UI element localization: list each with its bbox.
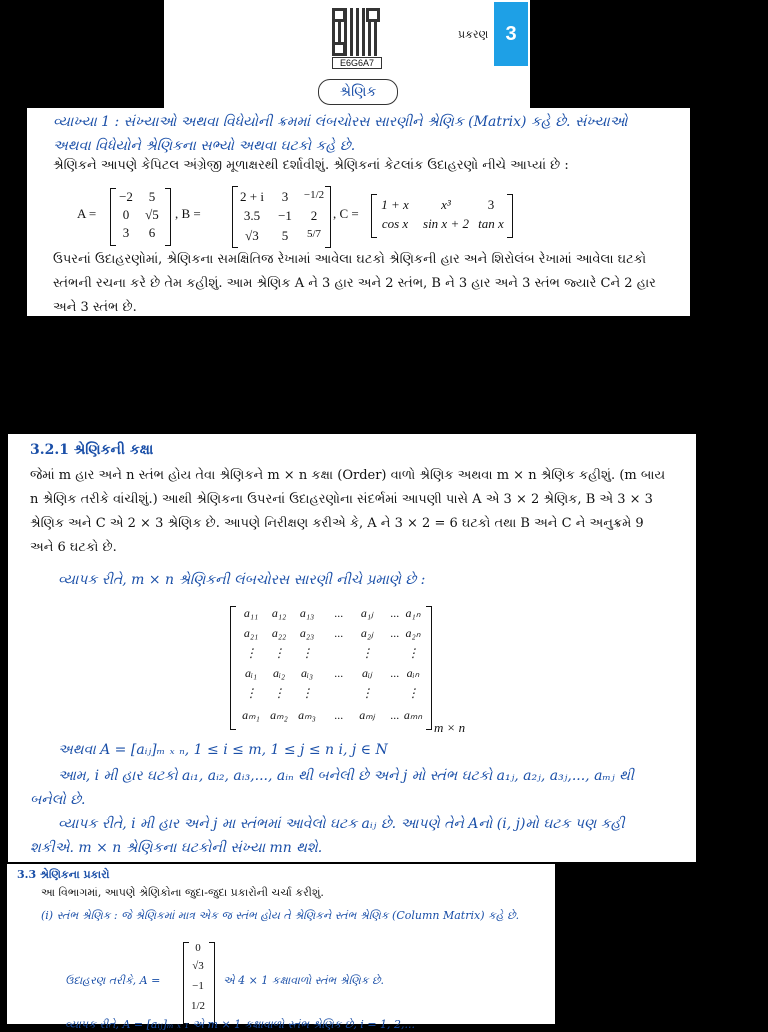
column-matrix-cell: √3 [192,960,204,972]
general-matrix [230,604,490,734]
column-matrix-cell: 0 [195,942,201,954]
matrix-c-cell: tan x [478,216,504,231]
matrix-b-cell: √3 [245,228,259,243]
section3-panel [7,864,555,1031]
section1-panel [27,108,690,316]
general-matrix-order: m × n [434,720,466,735]
general-matrix-cell: aₘ₁ [242,708,260,722]
matrix-a-cell: −2 [119,189,133,204]
section2-panel [8,434,696,862]
general-matrix-cell: ⋮ [245,646,257,660]
general-matrix-cell: ⋮ [301,646,313,660]
general-matrix-cell: ... [390,708,400,722]
general-matrix-cell: a₁ₙ [405,606,421,620]
element-description: વ્યાપક રીતે, i મી હાર અને j મા સ્તંભમાં આવેલો ઘટક aᵢⱼ છે. આપણે તેને Aનો (i, j)મો ઘટક પણ કહી શકીએ. m × n શ્રેણિકના ઘટકોની સંખ્યા mn થશે. [30,816,625,856]
chapter-title: શ્રેણિક [318,79,398,105]
general-matrix-cell: ⋮ [407,646,419,660]
matrix-c-cell: cos x [381,216,409,231]
matrix-intro: શ્રેણિકને આપણે કેપિટલ અંગ્રેજી મૂળાક્ષરથી દર્શાવીશું. શ્રેણિકનાં કેટલાંક ઉદાહરણો નીચે આપ્યાં છે : [53,158,569,173]
general-form-intro: વ્યાપક રીતે, m × n શ્રેણિકની લંબચોરસ સારણી નીચે પ્રમાણે છે : [58,572,426,588]
types-intro: આ વિભાગમાં, આપણે શ્રેણિકોના જુદા-જુદા પ્રકારોની ચર્ચા કરીશું. [41,886,324,899]
row-column-description: આમ, i મી હાર ઘટકો aᵢ₁, aᵢ₂, aᵢ₃,..., aᵢₙ થી બનેલી છે અને j મો સ્તંભ ઘટકો a₁ⱼ, a₂ⱼ, a₃ⱼ,..., aₘⱼ થી બનેલો છે. [30,768,634,808]
general-matrix-cell: ... [334,708,344,722]
general-matrix-cell: aᵢ₃ [300,666,314,680]
general-matrix-cell: aᵢₙ [406,666,420,680]
general-matrix-cell: ... [390,626,400,640]
chapter-number: 3 [505,22,517,45]
matrix-c-cell: 1 + x [381,197,409,212]
general-matrix-cell: a₂₃ [299,626,315,640]
qr-code-label: E6G6A7 [332,57,382,69]
general-matrix-cell: ⋮ [273,686,285,700]
matrix-c-name: , C = [333,206,359,221]
general-matrix-cell: aₘₙ [403,708,423,722]
matrix-b-cell: −1 [278,208,292,223]
general-matrix-cell: a₁₁ [243,606,259,620]
general-matrix-cell: ... [334,606,344,620]
matrix-b-cell: 2 [310,208,318,223]
matrix-a [27,186,687,248]
matrix-a-name: A = [77,206,97,221]
general-matrix-cell: a₁ⱼ [360,606,374,620]
matrix-a-cell: 3 [122,225,130,240]
column-matrix [183,942,217,1024]
example-label: ઉદાહરણ તરીકે, A = [65,974,161,987]
matrix-b-cell: 3 [281,189,289,204]
general-matrix-cell: a₂₂ [271,626,287,640]
matrix-c-cell: x³ [441,197,451,212]
notation-line: અથવા A = [aᵢⱼ]ₘ ₓ ₙ, 1 ≤ i ≤ m, 1 ≤ j ≤ n i, j ∈ N [58,742,388,758]
chapter-number-badge [494,2,528,66]
general-matrix-cell: a₂ⱼ [360,626,374,640]
general-matrix-cell: a₁₂ [271,606,287,620]
matrix-b-cell: −1/2 [303,189,325,201]
general-matrix-cell: aᵢ₁ [244,666,258,680]
matrix-b-cell: 5/7 [306,228,322,240]
general-matrix-cell: ⋮ [361,686,373,700]
matrix-definition: વ્યાખ્યા 1 : સંખ્યાઓ અથવા વિધેયોની ક્રમમાં લંબચોરસ સારણીને શ્રેણિક (Matrix) કહે છે. સંખ્યાઓ અથવા વિધેયોને શ્રેણિકના સભ્યો અથવા ઘટકો કહે છે. [53,114,628,154]
general-matrix-cell: ⋮ [361,646,373,660]
chapter-label: પ્રકરણ [458,28,489,41]
matrix-a-cell: √5 [145,207,159,222]
general-matrix-cell: a₂ₙ [405,626,421,640]
general-matrix-cell: ⋮ [301,686,313,700]
matrix-b-cell: 3.5 [243,208,261,223]
matrix-description: ઉપરનાં ઉદાહરણોમાં, શ્રેણિકના સમક્ષિતિજ રેખામાં આવેલા ઘટકો શ્રેણિકની હાર અને શિરોલંબ રેખામાં આવેલા ઘટકો સ્તંભની રચના કરે છે તેમ કહીશું. આમ શ્રેણિક A ને 3 હાર અને 2 સ્તંભ, B ને 3 હાર અને 3 સ્તંભ જ્યારે Cને 2 હાર અને 3 સ્તંભ છે. [53,252,656,315]
general-matrix-cell: aᵢ₂ [272,666,286,680]
matrix-b-cell: 2 + i [240,189,264,204]
general-matrix-cell: ... [390,606,400,620]
general-matrix-cell: ⋮ [245,686,257,700]
general-matrix-cell: a₂₁ [243,626,259,640]
matrix-c-cell: sin x + 2 [423,216,469,231]
general-matrix-cell: aₘ₂ [270,708,288,722]
matrix-b-name: , B = [175,206,201,221]
matrix-a-cell: 6 [148,225,156,240]
general-matrix-cell: ... [334,666,344,680]
section-heading-order: 3.2.1 શ્રેણિકની કક્ષા [30,442,154,458]
general-matrix-cell: ⋮ [407,686,419,700]
header-panel [164,0,530,108]
general-matrix-cell: aₘⱼ [359,708,375,722]
column-matrix-cell: −1 [192,980,204,992]
general-matrix-cell: ... [390,666,400,680]
matrix-b-cell: 5 [281,228,289,243]
general-matrix-cell: ⋮ [273,646,285,660]
example-suffix: એ 4 × 1 કક્ષાવાળો સ્તંભ શ્રેણિક છે. [223,974,384,987]
column-matrix-cell: 1/2 [190,1000,206,1012]
qr-code [332,8,380,56]
next-line-partial: વ્યાપક રીતે, A = [aᵢⱼ]ₘ ₓ ₁ એ m × 1 કક્ષાવાળો સ્તંભ શ્રેણિક છે, i = 1, 2,... [65,1018,416,1031]
general-matrix-cell: aᵢⱼ [362,666,372,680]
column-matrix-definition: (i) સ્તંભ શ્રેણિક : જે શ્રેણિકમાં માત્ર એક જ સ્તંભ હોય તે શ્રેણિકને સ્તંભ શ્રેણિક (Column Matrix) કહે છે. [41,909,520,922]
general-matrix-cell: a₁₃ [299,606,315,620]
matrix-c-cell: 3 [487,197,495,212]
order-paragraph: જેમાં m હાર અને n સ્તંભ હોય તેવા શ્રેણિકને m × n કક્ષા (Order) વાળો શ્રેણિક અથવા m × n શ્રેણિક કહીશું. (m બાય n શ્રેણિક તરીકે વાંચીશું.) આથી શ્રેણિકના ઉપરનાં ઉદાહરણોના સંદર્ભમાં આપણી પાસે A એ 3 × 2 શ્રેણિક, B એ 3 × 3 શ્રેણિક અને C એ 2 × 3 શ્રેણિક છે. આપણે નિરીક્ષણ કરીએ કે, A ને 3 × 2 = 6 ઘટકો તથા B અને C ને અનુક્રમે 9 અને 6 ઘટકો છે. [30,468,666,555]
matrix-a-cell: 5 [148,189,156,204]
section-heading-types: 3.3 શ્રેણિકના પ્રકારો [17,868,110,881]
general-matrix-cell: ... [334,626,344,640]
matrix-a-cell: 0 [122,207,130,222]
general-matrix-cell: aₘ₃ [298,708,316,722]
